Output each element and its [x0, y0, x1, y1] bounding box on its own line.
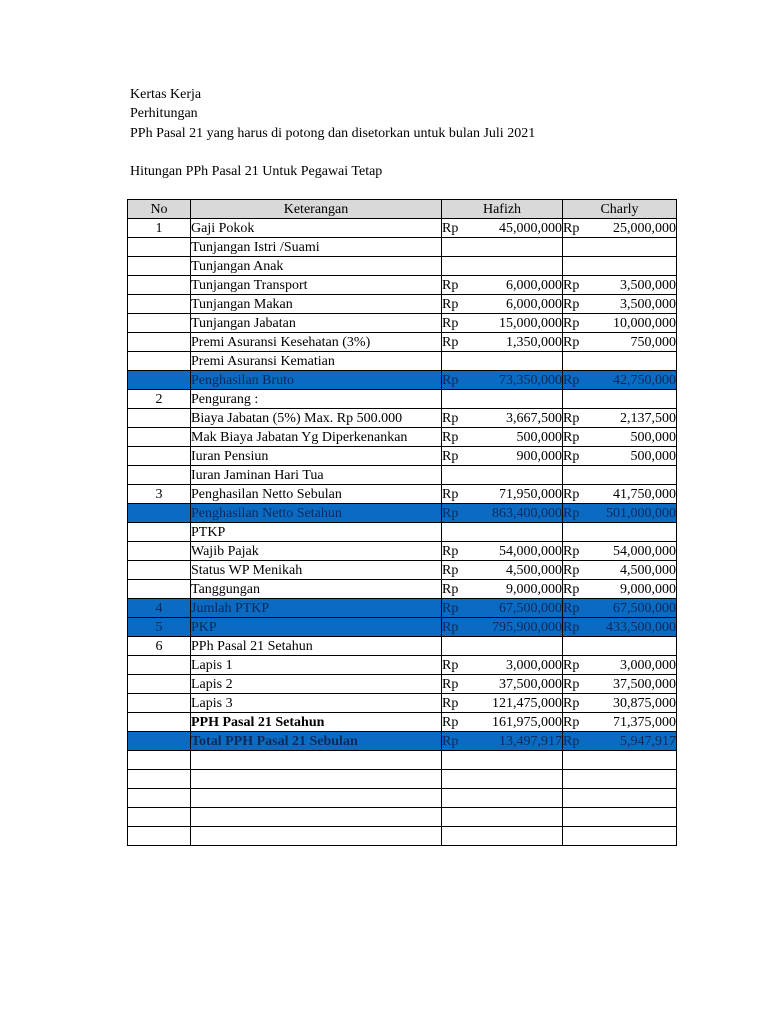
currency-label: Rp [442, 657, 459, 673]
row-number [128, 409, 191, 428]
table-row [128, 789, 677, 808]
pph21-table [127, 199, 677, 846]
row-description: Biaya Jabatan (5%) Max. Rp 500.000 [191, 409, 442, 428]
currency-label: Rp [442, 733, 459, 749]
table-row [128, 618, 677, 637]
amount-hafizh [442, 371, 563, 390]
row-number [128, 333, 191, 352]
amount-value: 54,000,000 [613, 543, 676, 559]
table-row [128, 390, 677, 409]
row-description: Tunjangan Jabatan [191, 314, 442, 333]
table-row [128, 352, 677, 371]
doc-description: PPh Pasal 21 yang harus di potong dan disetorkan untuk bulan Juli 2021 [130, 126, 536, 141]
amount-value: 71,950,000 [499, 486, 562, 502]
amount-value: 9,000,000 [506, 581, 562, 597]
row-number [128, 732, 191, 751]
currency-label: Rp [563, 315, 580, 331]
row-description: Iuran Jaminan Hari Tua [191, 466, 442, 485]
currency-label: Rp [563, 562, 580, 578]
row-description: Pengurang : [191, 390, 442, 409]
amount-hafizh [442, 618, 563, 637]
table-row [128, 694, 677, 713]
amount-value: 500,000 [630, 448, 676, 464]
amount-value: 4,500,000 [506, 562, 562, 578]
amount-charly [563, 257, 677, 276]
amount-value: 67,500,000 [499, 600, 562, 616]
table-row [128, 751, 677, 770]
amount-charly [563, 352, 677, 371]
row-number [128, 352, 191, 371]
amount-charly [563, 466, 677, 485]
row-description [191, 827, 442, 846]
amount-hafizh [442, 713, 563, 732]
row-description: Lapis 2 [191, 675, 442, 694]
currency-label: Rp [563, 657, 580, 673]
doc-title: Kertas Kerja [130, 87, 202, 102]
currency-label: Rp [563, 600, 580, 616]
amount-hafizh [442, 827, 563, 846]
table-row [128, 238, 677, 257]
amount-value: 500,000 [630, 429, 676, 445]
amount-value: 863,400,000 [492, 505, 562, 521]
currency-label: Rp [563, 714, 580, 730]
amount-charly [563, 409, 677, 428]
amount-value: 750,000 [630, 334, 676, 350]
amount-hafizh [442, 504, 563, 523]
table-header-row [128, 200, 677, 219]
row-description: Jumlah PTKP [191, 599, 442, 618]
row-number [128, 447, 191, 466]
amount-hafizh [442, 770, 563, 789]
row-description: Status WP Menikah [191, 561, 442, 580]
amount-hafizh [442, 656, 563, 675]
row-description: Tunjangan Istri /Suami [191, 238, 442, 257]
amount-value: 3,000,000 [620, 657, 676, 673]
amount-value: 37,500,000 [613, 676, 676, 692]
amount-value: 433,500,000 [606, 619, 676, 635]
row-description: Tunjangan Transport [191, 276, 442, 295]
amount-hafizh [442, 219, 563, 238]
currency-label: Rp [563, 543, 580, 559]
amount-charly [563, 713, 677, 732]
amount-charly [563, 675, 677, 694]
row-description: Tunjangan Makan [191, 295, 442, 314]
amount-value: 1,350,000 [506, 334, 562, 350]
row-description: Wajib Pajak [191, 542, 442, 561]
amount-hafizh [442, 238, 563, 257]
amount-value: 121,475,000 [492, 695, 562, 711]
amount-charly [563, 428, 677, 447]
table-row [128, 656, 677, 675]
amount-value: 161,975,000 [492, 714, 562, 730]
currency-label: Rp [442, 334, 459, 350]
amount-value: 42,750,000 [613, 372, 676, 388]
row-description: Premi Asuransi Kematian [191, 352, 442, 371]
amount-hafizh [442, 580, 563, 599]
amount-hafizh [442, 561, 563, 580]
row-description [191, 808, 442, 827]
amount-value: 3,500,000 [620, 277, 676, 293]
currency-label: Rp [442, 315, 459, 331]
row-description: PPH Pasal 21 Setahun [191, 713, 442, 732]
row-number [128, 751, 191, 770]
amount-hafizh [442, 295, 563, 314]
row-number [128, 542, 191, 561]
table-row [128, 770, 677, 789]
currency-label: Rp [442, 714, 459, 730]
amount-value: 900,000 [516, 448, 562, 464]
column-header-charly: Charly [563, 200, 677, 219]
row-description: Tanggungan [191, 580, 442, 599]
amount-charly [563, 276, 677, 295]
amount-value: 25,000,000 [613, 220, 676, 236]
amount-value: 9,000,000 [620, 581, 676, 597]
amount-value: 2,137,500 [620, 410, 676, 426]
row-description: Penghasilan Netto Setahun [191, 504, 442, 523]
row-number [128, 371, 191, 390]
row-description: Gaji Pokok [191, 219, 442, 238]
table-row [128, 713, 677, 732]
currency-label: Rp [442, 695, 459, 711]
table-row [128, 561, 677, 580]
row-description [191, 770, 442, 789]
row-number [128, 257, 191, 276]
amount-charly [563, 219, 677, 238]
currency-label: Rp [442, 543, 459, 559]
table-body [128, 219, 677, 846]
table-row [128, 219, 677, 238]
currency-label: Rp [442, 600, 459, 616]
section-title: Hitungan PPh Pasal 21 Untuk Pegawai Tetap [130, 164, 383, 179]
row-description: Penghasilan Bruto [191, 371, 442, 390]
amount-value: 795,900,000 [492, 619, 562, 635]
amount-hafizh [442, 732, 563, 751]
amount-value: 67,500,000 [613, 600, 676, 616]
amount-hafizh [442, 751, 563, 770]
amount-charly [563, 333, 677, 352]
row-number [128, 580, 191, 599]
amount-charly [563, 827, 677, 846]
currency-label: Rp [442, 505, 459, 521]
amount-hafizh [442, 675, 563, 694]
amount-charly [563, 770, 677, 789]
currency-label: Rp [563, 486, 580, 502]
amount-hafizh [442, 523, 563, 542]
row-description: Iuran Pensiun [191, 447, 442, 466]
row-description [191, 789, 442, 808]
table-row [128, 808, 677, 827]
row-number [128, 694, 191, 713]
amount-hafizh [442, 637, 563, 656]
currency-label: Rp [563, 676, 580, 692]
amount-hafizh [442, 694, 563, 713]
row-number [128, 789, 191, 808]
row-number: 4 [128, 599, 191, 618]
currency-label: Rp [563, 296, 580, 312]
table-row [128, 276, 677, 295]
amount-charly [563, 694, 677, 713]
amount-value: 45,000,000 [499, 220, 562, 236]
row-number [128, 466, 191, 485]
currency-label: Rp [563, 372, 580, 388]
amount-value: 6,000,000 [506, 296, 562, 312]
amount-value: 4,500,000 [620, 562, 676, 578]
amount-charly [563, 561, 677, 580]
row-number [128, 656, 191, 675]
currency-label: Rp [442, 581, 459, 597]
amount-charly [563, 371, 677, 390]
amount-charly [563, 390, 677, 409]
amount-charly [563, 637, 677, 656]
row-description [191, 751, 442, 770]
currency-label: Rp [563, 429, 580, 445]
currency-label: Rp [563, 277, 580, 293]
amount-value: 15,000,000 [499, 315, 562, 331]
row-number [128, 238, 191, 257]
currency-label: Rp [563, 220, 580, 236]
amount-charly [563, 618, 677, 637]
currency-label: Rp [442, 429, 459, 445]
amount-value: 3,667,500 [506, 410, 562, 426]
currency-label: Rp [563, 505, 580, 521]
amount-hafizh [442, 599, 563, 618]
table-row [128, 599, 677, 618]
table-row [128, 580, 677, 599]
table-row [128, 314, 677, 333]
amount-charly [563, 295, 677, 314]
amount-charly [563, 751, 677, 770]
row-description: PPh Pasal 21 Setahun [191, 637, 442, 656]
amount-hafizh [442, 485, 563, 504]
currency-label: Rp [442, 562, 459, 578]
amount-hafizh [442, 447, 563, 466]
amount-hafizh [442, 808, 563, 827]
amount-value: 5,947,917 [620, 733, 676, 749]
amount-charly [563, 314, 677, 333]
row-number: 5 [128, 618, 191, 637]
row-description: PTKP [191, 523, 442, 542]
table-row [128, 333, 677, 352]
currency-label: Rp [442, 448, 459, 464]
amount-charly [563, 504, 677, 523]
row-description: Penghasilan Netto Sebulan [191, 485, 442, 504]
row-number [128, 428, 191, 447]
amount-charly [563, 523, 677, 542]
table-row [128, 504, 677, 523]
currency-label: Rp [563, 410, 580, 426]
row-number [128, 314, 191, 333]
amount-hafizh [442, 542, 563, 561]
amount-charly [563, 238, 677, 257]
amount-value: 37,500,000 [499, 676, 562, 692]
currency-label: Rp [442, 486, 459, 502]
row-description: Premi Asuransi Kesehatan (3%) [191, 333, 442, 352]
column-header-keterangan: Keterangan [191, 200, 442, 219]
amount-hafizh [442, 390, 563, 409]
currency-label: Rp [442, 220, 459, 236]
currency-label: Rp [442, 277, 459, 293]
table-row [128, 257, 677, 276]
row-number: 6 [128, 637, 191, 656]
currency-label: Rp [442, 619, 459, 635]
table-row [128, 371, 677, 390]
amount-hafizh [442, 428, 563, 447]
table-row [128, 675, 677, 694]
amount-charly [563, 485, 677, 504]
row-number [128, 504, 191, 523]
amount-hafizh [442, 276, 563, 295]
amount-value: 41,750,000 [613, 486, 676, 502]
row-number: 3 [128, 485, 191, 504]
table-row [128, 466, 677, 485]
amount-value: 500,000 [516, 429, 562, 445]
row-number: 2 [128, 390, 191, 409]
table-row [128, 428, 677, 447]
column-header-hafizh: Hafizh [442, 200, 563, 219]
amount-hafizh [442, 257, 563, 276]
amount-value: 3,000,000 [506, 657, 562, 673]
amount-value: 54,000,000 [499, 543, 562, 559]
table-row [128, 485, 677, 504]
table-row [128, 732, 677, 751]
amount-value: 3,500,000 [620, 296, 676, 312]
row-number [128, 561, 191, 580]
amount-value: 30,875,000 [613, 695, 676, 711]
table-row [128, 637, 677, 656]
row-description: Tunjangan Anak [191, 257, 442, 276]
amount-hafizh [442, 789, 563, 808]
currency-label: Rp [563, 334, 580, 350]
currency-label: Rp [563, 448, 580, 464]
amount-value: 71,375,000 [613, 714, 676, 730]
table-row [128, 295, 677, 314]
currency-label: Rp [563, 733, 580, 749]
amount-charly [563, 447, 677, 466]
currency-label: Rp [442, 372, 459, 388]
row-number [128, 827, 191, 846]
currency-label: Rp [442, 296, 459, 312]
row-description: Lapis 1 [191, 656, 442, 675]
amount-charly [563, 732, 677, 751]
currency-label: Rp [563, 581, 580, 597]
currency-label: Rp [563, 695, 580, 711]
amount-charly [563, 808, 677, 827]
row-description: Mak Biaya Jabatan Yg Diperkenankan [191, 428, 442, 447]
amount-hafizh [442, 352, 563, 371]
amount-value: 10,000,000 [613, 315, 676, 331]
amount-charly [563, 542, 677, 561]
amount-hafizh [442, 314, 563, 333]
row-number [128, 276, 191, 295]
table-row [128, 827, 677, 846]
currency-label: Rp [442, 676, 459, 692]
amount-charly [563, 789, 677, 808]
currency-label: Rp [563, 619, 580, 635]
row-number [128, 808, 191, 827]
currency-label: Rp [442, 410, 459, 426]
row-number [128, 675, 191, 694]
row-number [128, 770, 191, 789]
doc-subtitle-calc: Perhitungan [130, 106, 198, 121]
table-row [128, 447, 677, 466]
row-description: Total PPH Pasal 21 Sebulan [191, 732, 442, 751]
row-description: PKP [191, 618, 442, 637]
table-row [128, 542, 677, 561]
row-number [128, 523, 191, 542]
amount-hafizh [442, 333, 563, 352]
table-row [128, 523, 677, 542]
table-row [128, 409, 677, 428]
column-header-no: No [128, 200, 191, 219]
amount-charly [563, 656, 677, 675]
amount-charly [563, 580, 677, 599]
amount-value: 73,350,000 [499, 372, 562, 388]
row-number [128, 295, 191, 314]
row-description: Lapis 3 [191, 694, 442, 713]
amount-hafizh [442, 409, 563, 428]
amount-value: 6,000,000 [506, 277, 562, 293]
amount-value: 13,497,917 [499, 733, 562, 749]
amount-charly [563, 599, 677, 618]
row-number: 1 [128, 219, 191, 238]
amount-hafizh [442, 466, 563, 485]
row-number [128, 713, 191, 732]
amount-value: 501,000,000 [606, 505, 676, 521]
